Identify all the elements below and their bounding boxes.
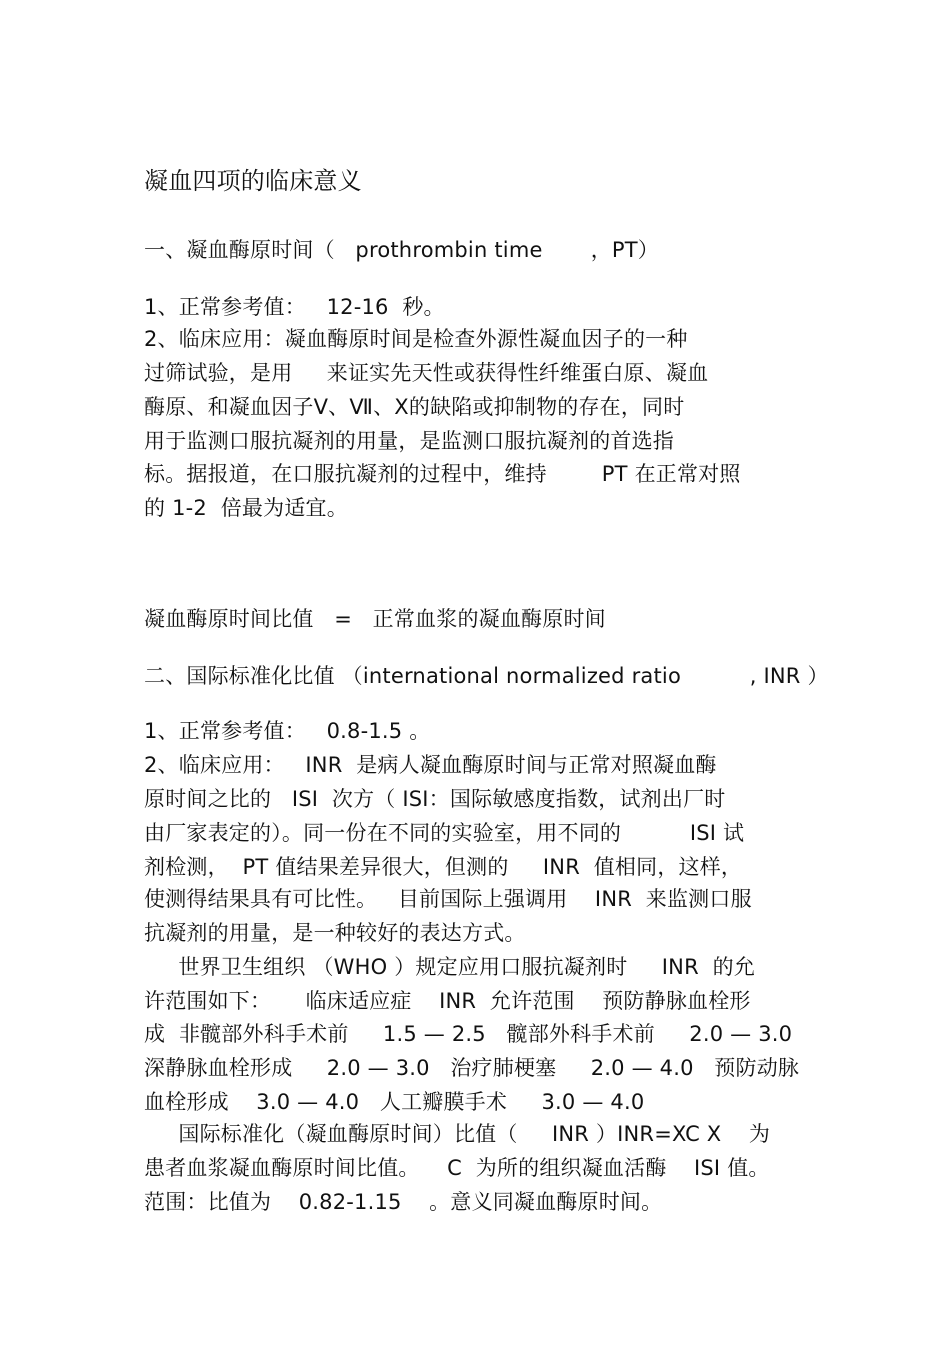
text-line: 许范围如下： 临床适应症 INR 允许范围 预防静脉血栓形 (144, 989, 751, 1013)
document-title: 凝血四项的临床意义 (144, 167, 362, 195)
text-line: 2、临床应用：凝血酶原时间是检查外源性凝血因子的一种 (144, 327, 688, 351)
text-line: 血栓形成 3.0 — 4.0 人工瓣膜手术 3.0 — 4.0 (144, 1090, 645, 1114)
text-line: 1、正常参考值： 12-16 秒。 (144, 295, 445, 319)
section-heading-inr: 二、国际标准化比值 （international normalized ratio , INR ） (144, 664, 829, 688)
text-line: 的 1-2 倍最为适宜。 (144, 496, 348, 520)
text-line: 剂检测， PT 值结果差异很大，但测的 INR 值相同，这样， (144, 855, 743, 879)
text-line: 标。据报道，在口服抗凝剂的过程中，维持 PT 在正常对照 (144, 462, 741, 486)
text-line: 成 非髋部外科手术前 1.5 — 2.5 髋部外科手术前 2.0 — 3.0 (144, 1022, 793, 1046)
text-line: 世界卫生组织 （WHO ）规定应用口服抗凝剂时 INR 的允 (144, 955, 756, 979)
text-line: 由厂家表定的）。同一份在不同的实验室，用不同的 ISI 试 (144, 821, 745, 845)
text-line: 深静脉血栓形成 2.0 — 3.0 治疗肺梗塞 2.0 — 4.0 预防动脉 (144, 1056, 800, 1080)
text-line: 原时间之比的 ISI 次方（ ISI：国际敏感度指数，试剂出厂时 (144, 787, 726, 811)
text-line: 使测得结果具有可比性。 目前国际上强调用 INR 来监测口服 (144, 887, 752, 911)
text-line: 用于监测口服抗凝剂的用量，是监测口服抗凝剂的首选指 (144, 429, 674, 453)
section-heading-pt: 一、凝血酶原时间（ prothrombin time ，PT） (144, 238, 660, 262)
text-line: 国际标准化（凝血酶原时间）比值（ INR ）INR=XC X 为 (144, 1122, 771, 1146)
text-line: 患者血浆凝血酶原时间比值。 C 为所的组织凝血活酶 ISI 值。 (144, 1156, 770, 1180)
text-line: 2、临床应用： INR 是病人凝血酶原时间与正常对照凝血酶 (144, 753, 717, 777)
text-line: 抗凝剂的用量，是一种较好的表达方式。 (144, 921, 526, 945)
text-line: 过筛试验，是用 来证实先天性或获得性纤维蛋白原、凝血 (144, 361, 709, 385)
text-line: 范围：比值为 0.82-1.15 。意义同凝血酶原时间。 (144, 1190, 663, 1214)
text-line: 1、正常参考值： 0.8-1.5 。 (144, 719, 431, 743)
ratio-formula-line: 凝血酶原时间比值 = 正常血浆的凝血酶原时间 (144, 607, 606, 631)
text-line: 酶原、和凝血因子Ⅴ、Ⅶ、Ⅹ的缺陷或抑制物的存在，同时 (144, 395, 685, 419)
